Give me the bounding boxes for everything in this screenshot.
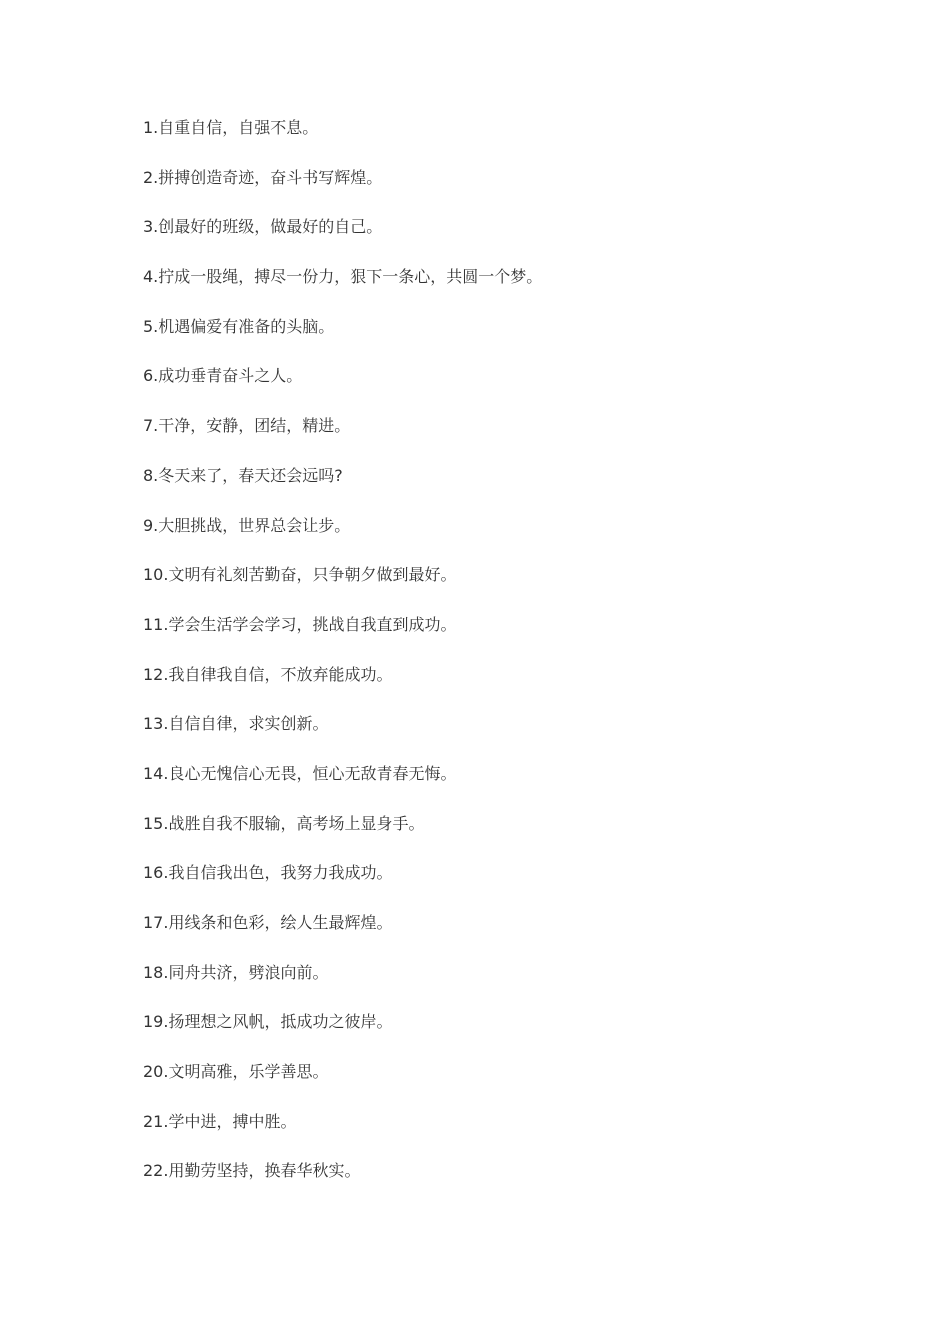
slogan-item: 18.同舟共济，劈浪向前。 bbox=[143, 962, 329, 982]
slogan-item: 15.战胜自我不服输，高考场上显身手。 bbox=[143, 813, 425, 833]
slogan-item: 14.良心无愧信心无畏，恒心无敌青春无悔。 bbox=[143, 763, 457, 783]
slogan-item: 21.学中进，搏中胜。 bbox=[143, 1111, 297, 1131]
slogan-list bbox=[143, 116, 903, 1209]
slogan-item: 12.我自律我自信，不放弃能成功。 bbox=[143, 664, 393, 684]
slogan-item: 10.文明有礼刻苦勤奋，只争朝夕做到最好。 bbox=[143, 565, 457, 585]
slogan-item: 4.拧成一股绳，搏尽一份力，狠下一条心，共圆一个梦。 bbox=[143, 267, 543, 287]
slogan-item: 6.成功垂青奋斗之人。 bbox=[143, 366, 303, 386]
slogan-item: 19.扬理想之风帆，抵成功之彼岸。 bbox=[143, 1012, 393, 1032]
slogan-item: 3.创最好的班级，做最好的自己。 bbox=[143, 217, 383, 237]
slogan-item: 1.自重自信，自强不息。 bbox=[143, 118, 319, 137]
slogan-item: 8.冬天来了，春天还会远吗? bbox=[143, 465, 343, 485]
slogan-item: 11.学会生活学会学习，挑战自我直到成功。 bbox=[143, 614, 457, 634]
slogan-item: 17.用线条和色彩，绘人生最辉煌。 bbox=[143, 913, 393, 932]
slogan-item: 5.机遇偏爱有准备的头脑。 bbox=[143, 316, 335, 336]
slogan-item: 2.拼搏创造奇迹，奋斗书写辉煌。 bbox=[143, 167, 383, 187]
slogan-item: 13.自信自律，求实创新。 bbox=[143, 714, 329, 734]
slogan-item: 9.大胆挑战，世界总会让步。 bbox=[143, 515, 351, 535]
slogan-item: 20.文明高雅，乐学善思。 bbox=[143, 1062, 329, 1082]
slogan-item: 22.用勤劳坚持，换春华秋实。 bbox=[143, 1161, 361, 1181]
slogan-item: 7.干净，安静，团结，精进。 bbox=[143, 416, 351, 436]
slogan-item: 16.我自信我出色，我努力我成功。 bbox=[143, 863, 393, 883]
